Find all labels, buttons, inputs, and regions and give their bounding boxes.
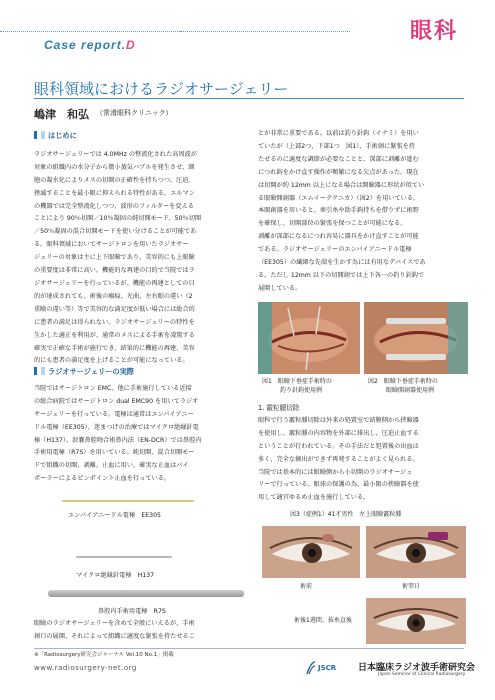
author-name: 嶋津 和弘 xyxy=(34,108,89,121)
text-line: （EE305）の繊細な先端を生かす為には有用なデバイスであ xyxy=(258,259,426,267)
intro-section xyxy=(34,130,250,368)
actual-heading xyxy=(34,366,250,379)
text-line: 胞の凝水化によりメスの切開の正確性を持ちつつ、圧迫、 xyxy=(34,176,195,184)
text-line: ジェリーの対象は主に上下眼瞼であり、美容的にも上眼瞼 xyxy=(34,254,195,262)
text-line: ていたが（上部2つ、下部1つ 図1）、手術創に緊張を持 xyxy=(258,142,415,150)
figure-3-post1-photo xyxy=(366,526,466,578)
text-line: ドで組織の切開、剥離、止血に用い、確実な止血はバイ xyxy=(34,462,189,470)
text-line: サージェリーを行っている。電極は通常はエンバイアニー xyxy=(34,410,194,418)
text-line: 極（H137）、涙嚢鼻腔吻合術鼻内法（EN-DCR）では鼻腔内 xyxy=(34,436,202,444)
caption-line: 眼瞼開創器使用例 xyxy=(386,387,435,394)
actual-heading-text: ラジオサージェリーの実際 xyxy=(48,367,134,376)
text-line: 確実で正確な手術が施行でき、結果的に機能の再建、美容 xyxy=(34,344,195,352)
text-line: ジオサージェリーを行っているが、機能の再建としての目 xyxy=(34,279,195,287)
intro-body xyxy=(34,149,250,368)
actual-body xyxy=(34,383,250,486)
title-rule xyxy=(34,98,464,99)
text-line: 挫滅することを最小限に抑えられる特性がある。エルマン xyxy=(34,189,195,197)
caption-line: 図1 眼瞼下垂症手術時の xyxy=(262,378,332,385)
text-line: 対象の組織内の水分子から微小蒸気バブルを発生させ、細 xyxy=(34,163,195,171)
text-line: の総合病院ではサージトロン dual EMC90 を用いてラジオ xyxy=(34,397,199,405)
figure-3-label-post1: 術翌日 xyxy=(402,583,421,590)
electrode-ee305-image xyxy=(62,500,194,502)
text-line: である。ラジオサージェリーのエンバイアニードル電極 xyxy=(258,246,412,254)
figure-1-caption xyxy=(262,377,332,395)
text-line: 手術用電極（R7S）を用いている。純切開、混合切開モー xyxy=(34,449,195,457)
footer-org-english: Japan Seminar of Clinical Radiosurgery xyxy=(378,672,466,677)
text-line: 的にも患者の満足度を上げることが可能になっている。 xyxy=(34,357,189,365)
text-line: 当院では基本的には眼瞼側から小切開のラジオサージェ xyxy=(258,468,413,476)
text-line: 多く、完全な摘出ができず再発することがよく見られる。 xyxy=(258,455,419,463)
text-line: たせるのに適度な調節が必要なことと、深部に剥離が進む xyxy=(258,155,419,163)
case-label-text: Case report. xyxy=(44,38,127,52)
footer-url-link[interactable]: www.radiosurgery-net.org xyxy=(34,664,137,672)
header-rule-left xyxy=(0,31,180,32)
text-line: ということが行われている。その手法だと処置後の出血は xyxy=(258,442,419,450)
case1-section xyxy=(258,402,470,505)
text-line: る眼瞼開創器（エムイーテクニカ）（図2）を用いている。 xyxy=(258,194,420,202)
text-line: ことにより 90％切開／10％凝固の純切開モード、50％切開 xyxy=(34,215,202,223)
text-line: ドル電極（EE305）、迷まつげの治療ではマイクロ絶縁針電 xyxy=(34,423,199,431)
figure-3-pre-photo xyxy=(262,526,360,578)
closing-text xyxy=(34,618,250,644)
case-report-label xyxy=(44,38,136,52)
tool-caption-r7s: 鼻腔内手術用電極 R7S xyxy=(98,608,166,615)
text-line: 眼瞼のラジオサージェリーを含めて全般にいえるが、手術 xyxy=(34,620,195,627)
section-marker-icon xyxy=(41,131,45,139)
figure-3-label-pre: 術前 xyxy=(300,583,313,590)
intro-heading xyxy=(34,130,250,143)
actual-section xyxy=(34,366,250,486)
footer-note: ※「Radiosurgery研究会ジャーナル Vol.10 No.1」掲載 xyxy=(34,652,174,658)
right-top-text xyxy=(258,128,470,296)
electrode-r7s-image xyxy=(48,590,244,597)
text-line: 剥離が深部になるにつれ容易に器具をかけ直すことが可能 xyxy=(258,233,419,241)
case1-body xyxy=(258,415,470,505)
figure-3-label-post2: 術後1週間、抜糸直後 xyxy=(294,617,352,624)
case-letter: D xyxy=(126,38,136,52)
figure-3-caption: 図3（症例1）41才男性 左上眼瞼霰粒腫 xyxy=(290,511,402,518)
footer-org-japanese: 日本臨床ラジオ波手術研究会 xyxy=(358,663,476,673)
figure-2-photo xyxy=(364,302,468,374)
text-line: 展開している。 xyxy=(258,284,302,292)
intro-heading-text: はじめに xyxy=(48,131,77,140)
text-line: 当院ではサージトロン EMC、他に手術施行している近接 xyxy=(34,384,192,392)
text-line: る。ただし 12mm 以下の切開創では上下各一の釣り針鈎で xyxy=(258,271,425,279)
tool-caption-h137: マイクロ絶縁針電極 H137 xyxy=(76,572,155,579)
text-line: に患者の満足は得られない。ラジオサージェリーの特性を xyxy=(34,318,195,326)
text-line: を使用し、霰粒腫の内容物を外部に排出し、圧迫止血する xyxy=(258,429,419,437)
section-marker-icon xyxy=(34,131,37,139)
article-title: 眼科領域におけるラジオサージェリー xyxy=(34,80,289,98)
text-line: を確保し、切開部位の緊張を保つことが可能になる。 xyxy=(258,220,407,228)
jscr-logo-icon xyxy=(306,660,316,674)
text-line: ／50％凝固の混合切開モードを使い分けることが可能であ xyxy=(34,228,197,236)
text-line: につれ鈎をかけ直す操作が頻繁になる欠点があった。現在 xyxy=(258,168,419,176)
text-line: ラジオサージェリーでは 4.0MHz の整流化された高周波が xyxy=(34,150,197,158)
text-line: の機器では完全整流化しつつ、波形のフィルターを変える xyxy=(34,202,194,210)
tool-ee305 xyxy=(48,500,248,519)
caption-line: 釣り針鈎使用例 xyxy=(280,387,323,394)
text-line: 生かした適正を利用が、通常のメスによる手術を凌駕する xyxy=(34,331,195,339)
text-line: ポーラーによるピンポイント止血を行っている。 xyxy=(34,475,171,483)
text-line: 的が達成されても、術後の瘢痕、光曲、左右眼の違い（2 xyxy=(34,292,193,300)
electrode-h137-image xyxy=(76,556,172,558)
section-marker-icon xyxy=(34,367,37,375)
text-line: 用して適宜ゆるめ止血を施行している。 xyxy=(258,494,370,502)
text-line: の重要度は非常に高い。機能的な再建の目的で当院ではラ xyxy=(34,267,195,275)
footer-logo-text: JSCR xyxy=(318,664,337,672)
text-line: とが非常に重要である。以前は釣り針鈎（イナミ）を用い xyxy=(258,130,419,137)
figure-3-post2-photo xyxy=(366,598,466,644)
tool-h137 xyxy=(48,556,248,579)
section-marker-icon xyxy=(41,367,45,375)
footer-rule xyxy=(34,648,464,649)
case1-heading: 1. 霰粒腫切除 xyxy=(258,404,300,412)
specialty-title: 眼科 xyxy=(410,19,459,44)
text-line: る。眼科領域においてサージトロンを用いたラジオサー xyxy=(34,241,189,249)
tool-caption-ee305: エンバイアニードル電極 EE305 xyxy=(68,512,161,519)
text-line: 眼科で行う霰粒腫切除は外来の処置室で結膜側から挟瞼器 xyxy=(258,416,419,424)
figure-1-photo xyxy=(258,302,360,374)
caption-line: 図2 眼瞼下垂症手術時の xyxy=(368,378,438,385)
text-line: 本開創器を用いると、牽引糸や助手鈎持ちを借りずに術野 xyxy=(258,207,419,215)
text-line: 重瞼の違い等）等で美容的な満足度が低い場合には総合的 xyxy=(34,305,195,313)
author-affiliation: （常滑眼科クリニック） xyxy=(96,109,173,117)
figure-2-caption xyxy=(368,377,438,395)
tool-r7s xyxy=(48,590,248,615)
text-line: リーで行っている。眼球の保護の為、最小限の挟瞼器を使 xyxy=(258,481,419,489)
text-line: 創口の展開、それによって組織に適度な緊張を持たせるこ xyxy=(34,632,195,640)
header-rule-right xyxy=(180,31,350,32)
text-line: は切開が約 12mm 以上になる場合は開瞼器に形状が似てい xyxy=(258,181,425,189)
